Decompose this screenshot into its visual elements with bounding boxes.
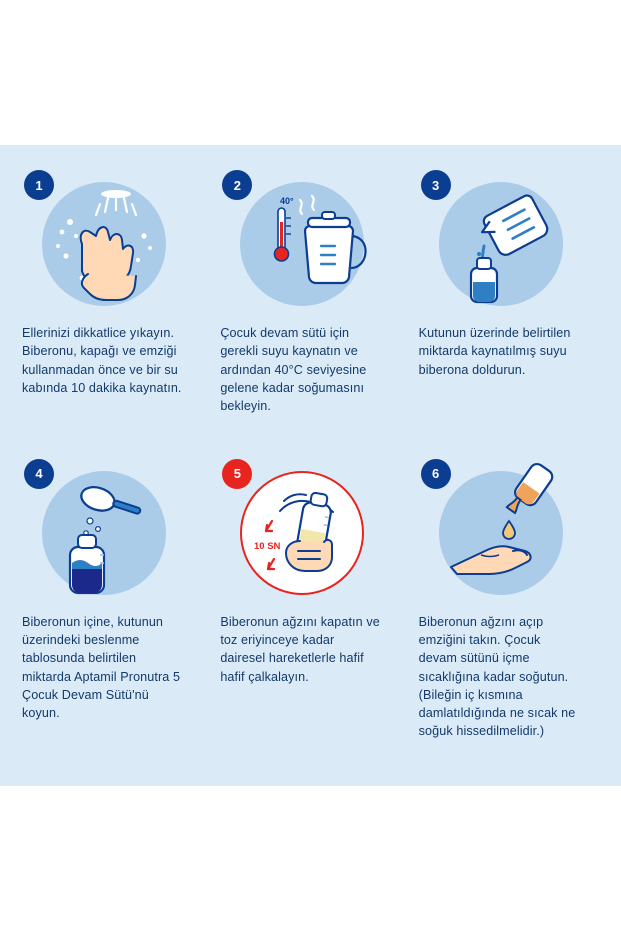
step-5-duration-label: 10 SN xyxy=(254,540,281,552)
step-4-caption: Biberonun içine, kutunun üzerindeki beslenme tablosunda belirtilen miktarda Aptamil Pronutra 5 Çocuk Devam Sütü'nü koyun. xyxy=(22,614,181,720)
step-6 xyxy=(415,459,603,776)
step-1-badge: 1 xyxy=(24,170,54,200)
step-5-art xyxy=(222,459,377,607)
step-3-art xyxy=(421,170,576,318)
step-3-badge: 3 xyxy=(421,170,451,200)
step-2-caption: Çocuk devam sütü için gerekli suyu kaynatın ve ardından 40°C seviyesine gelene kadar soğumasını bekleyin. xyxy=(220,326,367,413)
step-5-caption: Biberonun ağzını kapatın ve toz eriyinceye kadar dairesel hareketlerle hafif hafif çalkalayın. xyxy=(220,614,380,684)
step-2-badge: 2 xyxy=(222,170,252,200)
step-4-badge: 4 xyxy=(24,459,54,489)
step-3 xyxy=(415,170,603,451)
step-5 xyxy=(216,459,404,776)
step-6-badge: 6 xyxy=(421,459,451,489)
step-1-caption: Ellerinizi dikkatlice yıkayın. Biberonu, kapağı ve emziği kullanmadan önce ve bir su kabında 10 dakika kaynatın. xyxy=(22,326,182,395)
step-6-caption: Biberonun ağzını açıp emziğini takın. Çocuk devam sütünü içme sıcaklığına kadar soğutun. (Bileğin iç kısmına damlatıldığında ne sıcak ne soğuk hissedilmelidir.) xyxy=(418,614,576,739)
step-3-caption: Kutunun üzerinde belirtilen miktarda kaynatılmış suyu biberona doldurun. xyxy=(418,326,571,377)
step-5-badge: 5 xyxy=(222,459,252,489)
step-2 xyxy=(216,170,404,451)
step-1 xyxy=(18,170,206,451)
steps-grid xyxy=(0,145,621,786)
step-4-art xyxy=(24,459,179,607)
step-4 xyxy=(18,459,206,776)
step-6-art xyxy=(421,459,576,607)
step-1-art xyxy=(24,170,179,318)
step-2-temperature-label: 40° xyxy=(280,196,294,206)
step-2-art xyxy=(222,170,377,318)
